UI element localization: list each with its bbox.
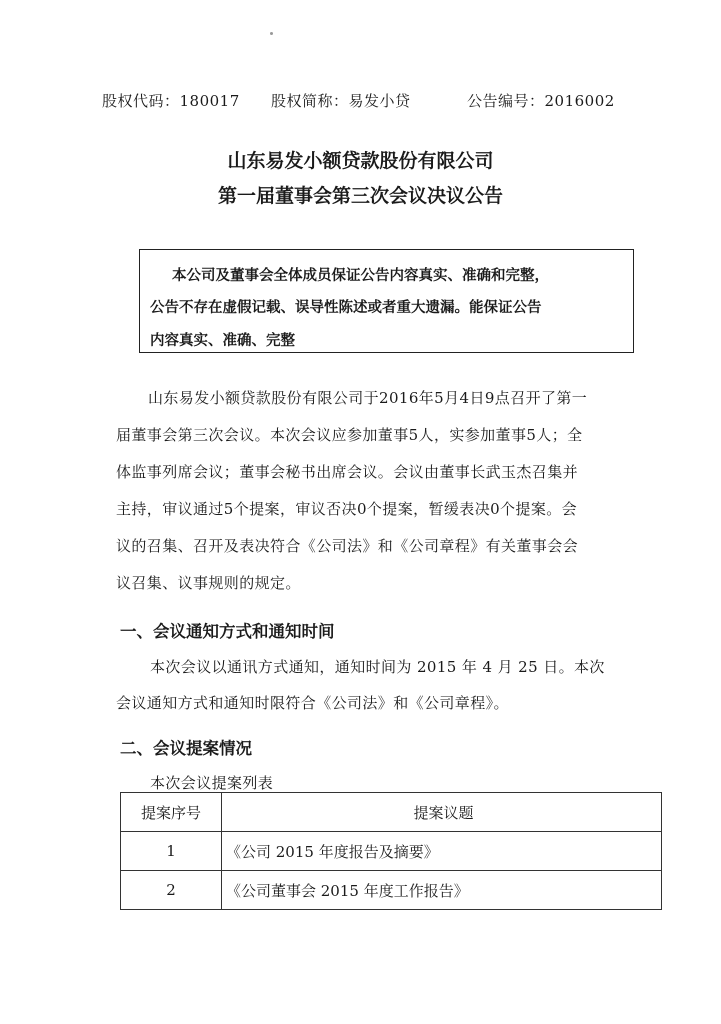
table-row <box>121 832 662 871</box>
paragraph-line: 会议通知方式和通知时限符合《公司法》和《公司章程》。 <box>116 694 509 712</box>
proposal-number: 2 <box>121 871 222 910</box>
column-header: 提案议题 <box>222 793 662 832</box>
paragraph-line: 届董事会第三次会议。本次会议应参加董事5人，实参加董事5人；全 <box>116 426 583 444</box>
paragraph-line: 本次会议以通讯方式通知，通知时间为 2015 年 4 月 25 日。本次 <box>150 658 605 676</box>
table-header-row <box>121 793 662 832</box>
paragraph-line: 议的召集、召开及表决符合《公司法》和《公司章程》有关董事会会 <box>116 537 579 555</box>
stock-abbreviation: 股权简称：易发小贷 <box>271 92 411 110</box>
stock-code: 股权代码：180017 <box>102 92 240 110</box>
statement-line: 内容真实、准确、完整 <box>150 332 295 349</box>
notice-number: 公告编号：2016002 <box>467 92 615 110</box>
column-header: 提案序号 <box>121 793 222 832</box>
table-row <box>121 871 662 910</box>
scan-speck <box>270 32 273 35</box>
statement-line: 本公司及董事会全体成员保证公告内容真实、准确和完整， <box>172 267 549 284</box>
statement-line: 公告不存在虚假记载、误导性陈述或者重大遗漏。能保证公告 <box>150 299 542 316</box>
paragraph-line: 体监事列席会议；董事会秘书出席会议。会议由董事长武玉杰召集并 <box>116 463 579 481</box>
paragraph-line: 山东易发小额贷款股份有限公司于2016年5月4日9点召开了第一 <box>148 389 588 407</box>
company-title: 山东易发小额贷款股份有限公司 <box>227 150 494 172</box>
paragraph-line: 主持，审议通过5个提案，审议否决0个提案，暂缓表决0个提案。会 <box>116 500 578 518</box>
section-heading: 二、会议提案情况 <box>120 739 252 758</box>
proposal-number: 1 <box>121 832 222 871</box>
proposal-topic: 《公司 2015 年度报告及摘要》 <box>222 832 662 871</box>
section-heading: 一、会议通知方式和通知时间 <box>120 622 335 641</box>
proposal-table <box>120 792 662 910</box>
table-caption: 本次会议提案列表 <box>150 774 274 792</box>
proposal-topic: 《公司董事会 2015 年度工作报告》 <box>222 871 662 910</box>
notice-title: 第一届董事会第三次会议决议公告 <box>217 185 503 207</box>
paragraph-line: 议召集、议事规则的规定。 <box>116 574 301 592</box>
